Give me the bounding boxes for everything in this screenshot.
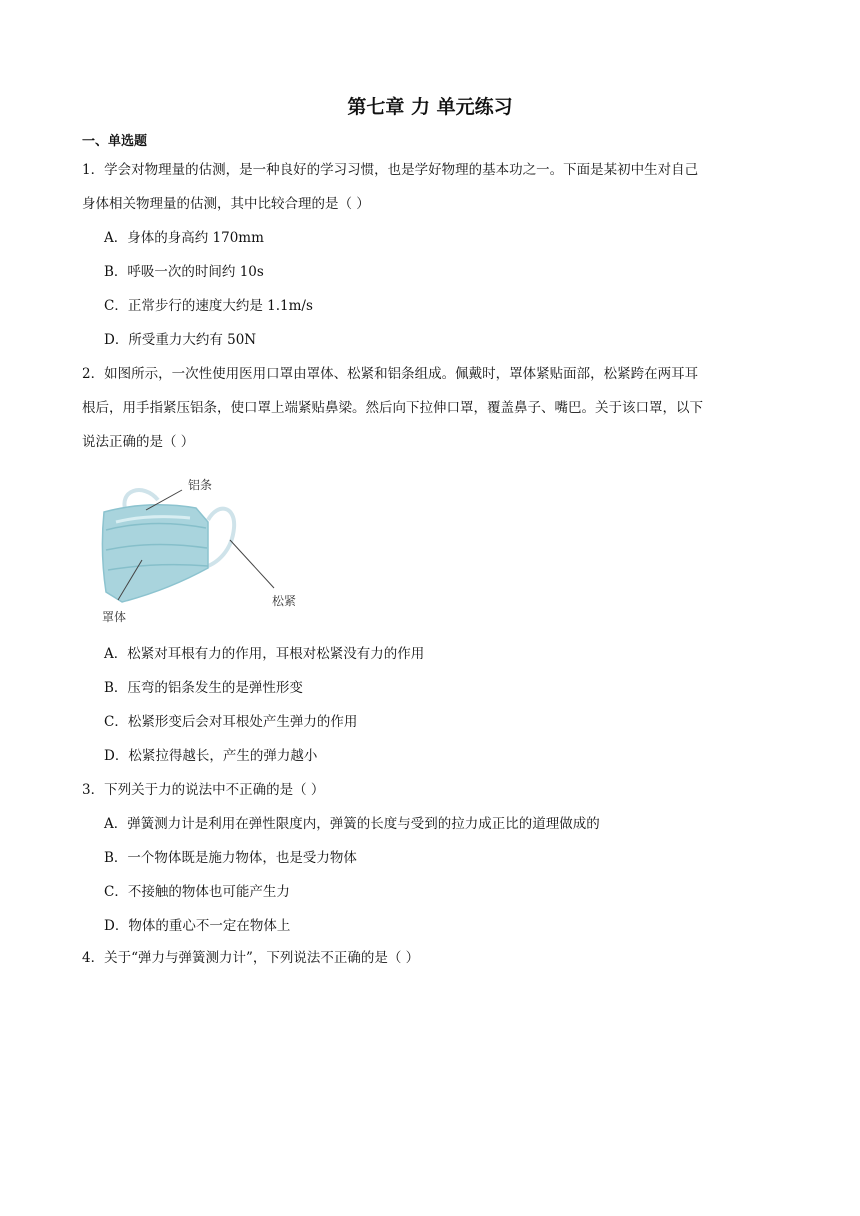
question-1-stem-line-1: 1．学会对物理量的估测，是一种良好的学习习惯，也是学好物理的基本功之一。下面是某初中生对自己 bbox=[82, 162, 699, 178]
label-mask-body: 罩体 bbox=[102, 610, 127, 624]
question-4-stem: 4．关于“弹力与弹簧测力计”，下列说法不正确的是（ ） bbox=[82, 950, 420, 966]
question-2-stem-line-3: 说法正确的是（ ） bbox=[82, 434, 195, 450]
mask-figure bbox=[98, 472, 308, 627]
question-1-option-b: B．呼吸一次的时间约 10s bbox=[104, 264, 264, 280]
question-3-stem: 3．下列关于力的说法中不正确的是（ ） bbox=[82, 782, 325, 798]
question-3-option-d: D．物体的重心不一定在物体上 bbox=[104, 918, 291, 934]
question-1-option-a: A．身体的身高约 170mm bbox=[104, 230, 264, 246]
page-title: 第七章 力 单元练习 bbox=[347, 96, 513, 118]
question-3-option-c: C．不接触的物体也可能产生力 bbox=[104, 884, 290, 900]
question-3-option-b: B．一个物体既是施力物体，也是受力物体 bbox=[104, 850, 357, 866]
question-3-option-a: A．弹簧测力计是利用在弹性限度内，弹簧的长度与受到的拉力成正比的道理做成的 bbox=[104, 816, 600, 832]
section-title: 一、单选题 bbox=[82, 134, 148, 149]
question-2-option-c: C．松紧形变后会对耳根处产生弹力的作用 bbox=[104, 714, 358, 730]
question-2-option-b: B．压弯的铝条发生的是弹性形变 bbox=[104, 680, 303, 696]
question-1-stem-line-2: 身体相关物理量的估测，其中比较合理的是（ ） bbox=[82, 196, 370, 212]
question-2-option-a: A．松紧对耳根有力的作用，耳根对松紧没有力的作用 bbox=[104, 646, 425, 662]
question-1-option-d: D．所受重力大约有 50N bbox=[104, 332, 257, 348]
question-1-option-c: C．正常步行的速度大约是 1.1m/s bbox=[104, 298, 313, 314]
label-elastic-band: 松紧 bbox=[272, 594, 297, 608]
question-2-stem-line-2: 根后，用手指紧压铝条，使口罩上端紧贴鼻梁。然后向下拉伸口罩，覆盖鼻子、嘴巴。关于该口罩，以下 bbox=[82, 400, 703, 416]
label-aluminum-strip: 铝条 bbox=[188, 478, 213, 492]
question-2-option-d: D．松紧拉得越长，产生的弹力越小 bbox=[104, 748, 318, 764]
question-2-stem-line-1: 2．如图所示，一次性使用医用口罩由罩体、松紧和铝条组成。佩戴时，罩体紧贴面部，松紧跨在两耳耳 bbox=[82, 366, 699, 382]
